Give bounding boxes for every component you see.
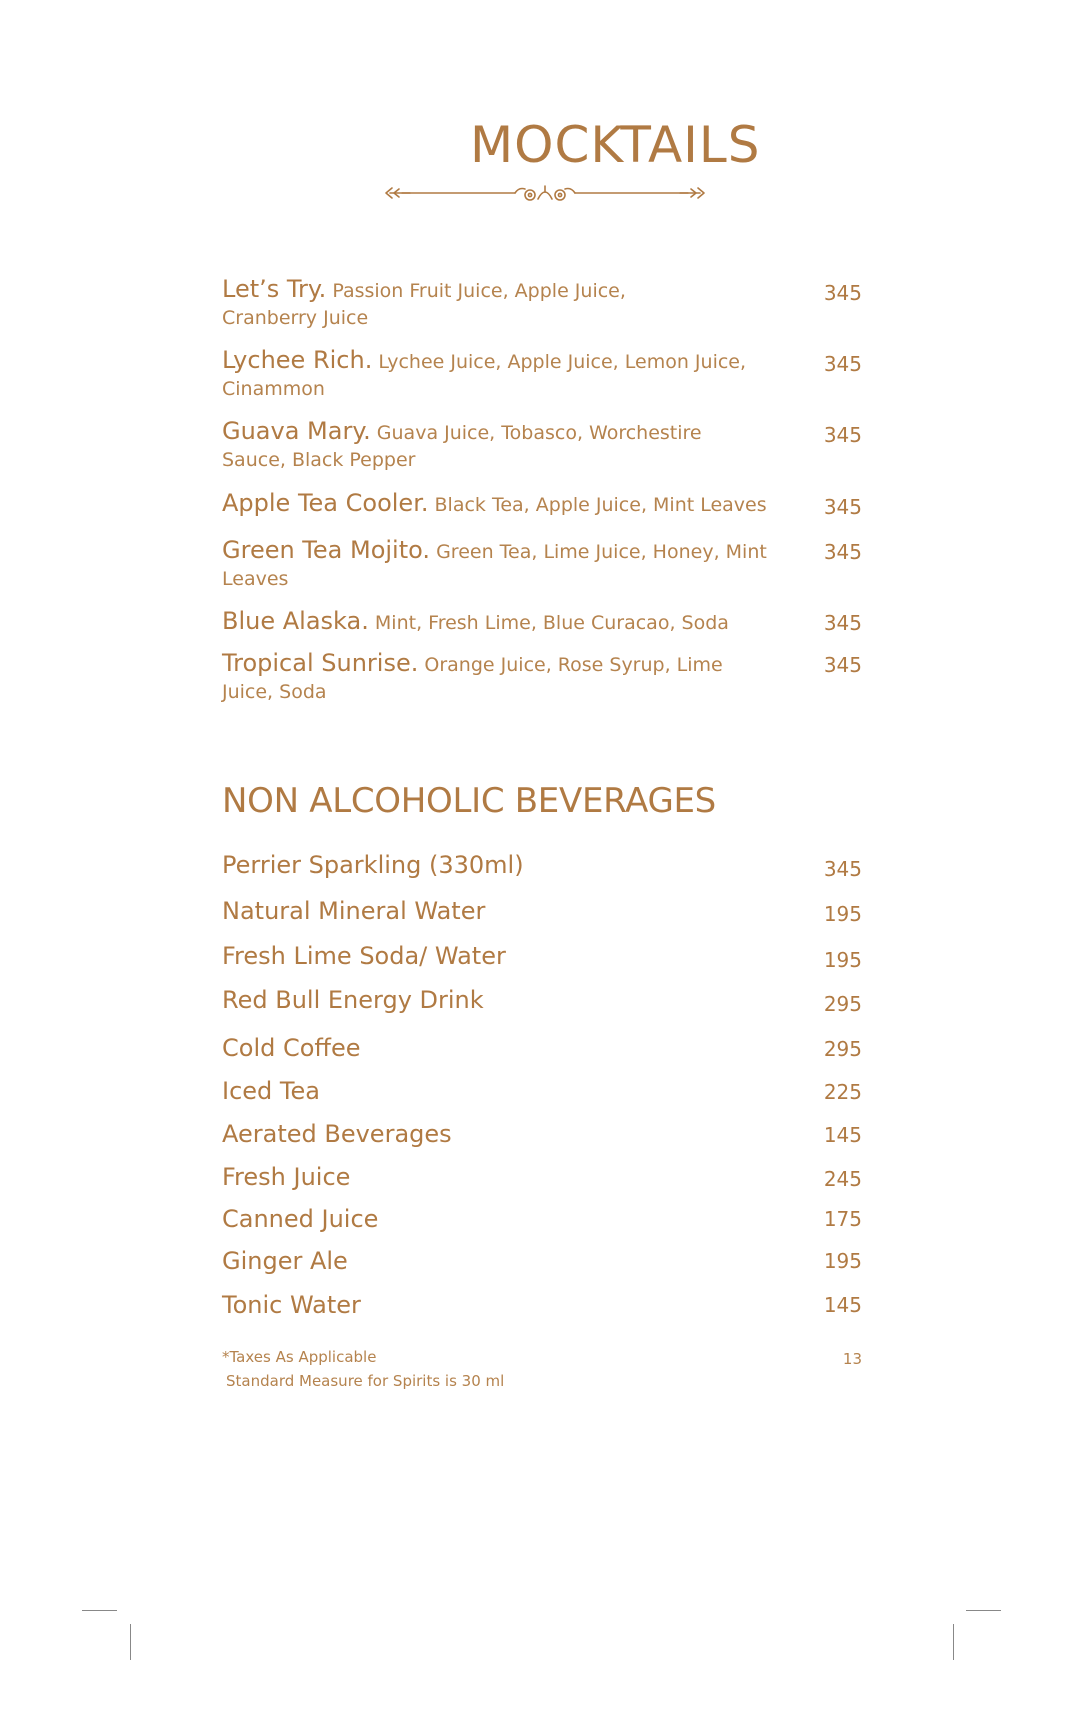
beverage-price: 245 xyxy=(823,1167,862,1191)
page-title: MOCKTAILS xyxy=(470,116,761,174)
mocktail-price: 345 xyxy=(823,423,862,447)
mocktail-description: Guava Juice, Tobasco, Worchestire xyxy=(370,422,702,444)
crop-mark-right-vertical xyxy=(953,1624,954,1660)
mocktail-price: 345 xyxy=(823,352,862,376)
mocktail-item xyxy=(222,608,772,637)
beverage-name: Fresh Lime Soda/ Water xyxy=(222,942,506,970)
beverage-price: 295 xyxy=(823,992,862,1016)
beverage-name: Aerated Beverages xyxy=(222,1120,452,1148)
beverage-name: Tonic Water xyxy=(222,1291,361,1319)
mocktail-description-cont: Juice, Soda xyxy=(222,681,327,703)
title-ornament-icon xyxy=(380,178,710,208)
mocktail-description: Green Tea, Lime Juice, Honey, Mint xyxy=(430,541,767,563)
mocktail-name: Guava Mary. xyxy=(222,417,371,445)
crop-mark-left-vertical xyxy=(130,1624,131,1660)
mocktail-item xyxy=(222,276,772,332)
mocktail-name: Green Tea Mojito. xyxy=(222,536,431,564)
beverage-name: Natural Mineral Water xyxy=(222,897,486,925)
beverage-name: Perrier Sparkling (330ml) xyxy=(222,851,524,879)
beverage-price: 195 xyxy=(823,948,862,972)
mocktail-description: Orange Juice, Rose Syrup, Lime xyxy=(418,654,723,676)
mocktail-description-cont: Cinammon xyxy=(222,378,325,400)
mocktail-price: 345 xyxy=(823,495,862,519)
section-title: NON ALCOHOLIC BEVERAGES xyxy=(222,781,716,821)
beverage-name: Iced Tea xyxy=(222,1077,320,1105)
crop-mark-left-horizontal xyxy=(82,1610,117,1611)
mocktail-price: 345 xyxy=(823,281,862,305)
beverage-price: 295 xyxy=(823,1037,862,1061)
footnote-taxes: *Taxes As Applicable xyxy=(222,1348,377,1366)
beverage-price: 195 xyxy=(823,1249,862,1273)
beverage-price: 175 xyxy=(823,1207,862,1231)
mocktail-description-cont: Leaves xyxy=(222,568,289,590)
mocktail-description-cont: Cranberry Juice xyxy=(222,307,369,329)
mocktail-description-cont: Sauce, Black Pepper xyxy=(222,449,416,471)
footnote-measure: Standard Measure for Spirits is 30 ml xyxy=(226,1372,505,1390)
mocktail-name: Blue Alaska. xyxy=(222,607,369,635)
beverage-name: Cold Coffee xyxy=(222,1034,361,1062)
mocktail-name: Lychee Rich. xyxy=(222,346,373,374)
mocktail-description: Passion Fruit Juice, Apple Juice, xyxy=(326,280,626,302)
mocktail-item xyxy=(222,347,772,403)
beverage-price: 195 xyxy=(823,902,862,926)
beverage-name: Canned Juice xyxy=(222,1205,379,1233)
page-number: 13 xyxy=(842,1350,862,1368)
beverage-price: 145 xyxy=(823,1293,862,1317)
mocktail-item xyxy=(222,490,772,519)
beverage-price: 145 xyxy=(823,1123,862,1147)
mocktail-price: 345 xyxy=(823,611,862,635)
beverage-price: 345 xyxy=(823,857,862,881)
beverage-price: 225 xyxy=(823,1080,862,1104)
crop-mark-right-horizontal xyxy=(966,1610,1001,1611)
mocktail-price: 345 xyxy=(823,540,862,564)
beverage-name: Ginger Ale xyxy=(222,1247,348,1275)
beverage-name: Fresh Juice xyxy=(222,1163,351,1191)
mocktail-price: 345 xyxy=(823,653,862,677)
mocktail-item xyxy=(222,537,772,593)
beverage-name: Red Bull Energy Drink xyxy=(222,986,484,1014)
mocktail-name: Tropical Sunrise. xyxy=(222,649,419,677)
mocktail-item xyxy=(222,650,772,706)
mocktail-name: Apple Tea Cooler. xyxy=(222,489,429,517)
mocktail-name: Let’s Try. xyxy=(222,275,327,303)
mocktail-description: Mint, Fresh Lime, Blue Curacao, Soda xyxy=(368,612,729,634)
mocktail-item xyxy=(222,418,772,474)
mocktail-description: Lychee Juice, Apple Juice, Lemon Juice, xyxy=(372,351,747,373)
mocktail-description: Black Tea, Apple Juice, Mint Leaves xyxy=(428,494,767,516)
